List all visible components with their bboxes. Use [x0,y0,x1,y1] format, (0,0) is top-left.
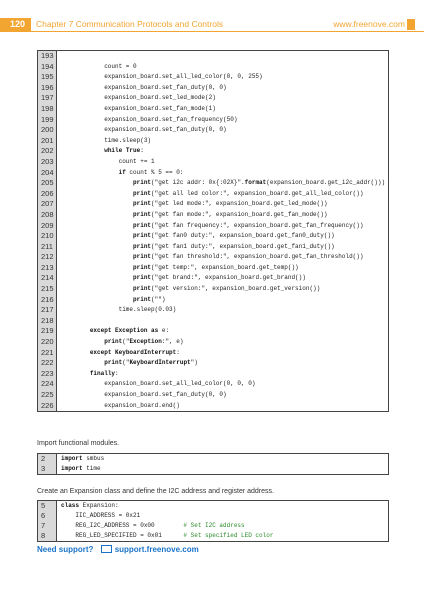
code-line [38,273,388,284]
code-line [38,358,388,369]
code-line [38,252,388,263]
line-number: 196 [38,83,57,94]
line-number: 195 [38,72,57,83]
code-text: print("KeyboardInterrupt") [104,359,198,367]
code-text: time.sleep(3) [61,136,152,144]
code-text: import time [61,465,101,472]
paragraph-class: Create an Expansion class and define the I2C address and register address. [37,488,274,495]
code-text: time.sleep(0.03) [61,306,177,314]
line-number: 223 [38,369,57,380]
code-text: print("get i2c addr: 0x{:02X}".format(expansion_board.get_i2c_addr())) [133,179,386,187]
header-square-icon [407,19,415,30]
code-line [38,125,388,136]
line-number: 216 [38,295,57,306]
page-header [0,18,424,32]
mail-icon [101,545,112,553]
line-number: 202 [38,146,57,157]
line-number: 193 [38,51,57,62]
code-text: finally: [89,369,119,377]
code-line [38,501,388,511]
code-text: print("get version:", expansion_board.get_version()) [133,285,321,293]
code-line [38,104,388,115]
code-text: expansion_board.end() [61,401,180,409]
line-number: 200 [38,125,57,136]
line-number: 207 [38,199,57,210]
line-number: 206 [38,189,57,200]
code-text: expansion_board.set_fan_mode(1) [61,104,216,112]
code-text: REG_LED_SPECIFIED = 0x01 # Set specified LED color [61,532,274,539]
line-number: 215 [38,284,57,295]
line-number: 210 [38,231,57,242]
line-number: 5 [38,501,57,511]
code-line [38,146,388,157]
code-text: if count % 5 == 0: [118,168,184,176]
code-text: expansion_board.set_all_led_color(0, 0, 255) [61,73,263,81]
chapter-title: Chapter 7 Communication Protocols and Controls [36,19,224,29]
code-line [38,521,388,531]
code-text: count += 1 [61,157,155,165]
code-line [38,189,388,200]
code-line [38,531,388,541]
line-number: 198 [38,104,57,115]
line-number: 213 [38,263,57,274]
code-block-imports [37,453,389,475]
code-text: IIC_ADDRESS = 0x21 [61,512,141,519]
code-text: expansion_board.set_all_led_color(0, 0, 0) [61,380,256,388]
line-number: 212 [38,252,57,263]
paragraph-import: Import functional modules. [37,440,120,447]
code-text [57,316,388,327]
header-url[interactable]: www.freenove.com [333,19,405,29]
code-line [38,511,388,521]
code-line [38,157,388,168]
line-number: 208 [38,210,57,221]
code-text: expansion_board.set_fan_duty(0, 0) [61,391,227,398]
code-text: expansion_board.set_led_mode(2) [61,94,216,102]
code-text: except Exception as e: [89,327,170,335]
line-number: 221 [38,348,57,359]
support-link[interactable]: support.freenove.com [114,545,199,554]
code-text: class Expansion: [61,502,119,509]
code-line [38,454,388,464]
code-line [38,199,388,210]
code-text: print("get brand:", expansion_board.get_brand()) [133,274,306,282]
code-text: import smbus [61,455,105,462]
code-line [38,231,388,242]
line-number: 197 [38,93,57,104]
code-line [38,305,388,316]
code-text: print("get all led color:", expansion_board.get_all_led_color()) [133,189,364,197]
code-line [38,178,388,189]
code-line [38,221,388,232]
code-line [38,263,388,274]
line-number: 211 [38,242,57,253]
code-text: print("get fan0 duty:", expansion_board.get_fan0_duty()) [133,232,335,240]
code-block-main [37,50,389,412]
header-divider [0,31,424,32]
line-number: 225 [38,390,57,401]
code-text: print("get fan1 duty:", expansion_board.get_fan1_duty()) [133,242,335,250]
code-text: except KeyboardInterrupt: [89,348,180,356]
line-number: 220 [38,337,57,348]
code-line [38,295,388,306]
need-support-label: Need support? [37,545,94,554]
line-number: 2 [38,454,57,464]
code-text: print("get temp:", expansion_board.get_temp()) [133,263,299,271]
code-line [38,369,388,380]
line-number: 205 [38,178,57,189]
code-line [38,72,388,83]
code-text: print("get fan threshold:", expansion_board.get_fan_threshold()) [133,253,364,261]
code-text: print("Exception:", e) [104,338,184,346]
line-number: 7 [38,521,57,531]
line-number: 217 [38,305,57,316]
footer-support [37,545,199,554]
code-line [38,390,388,401]
code-text: print("get led mode:", expansion_board.get_led_mode()) [133,200,328,208]
code-text: expansion_board.set_fan_frequency(50) [61,115,238,123]
line-number: 199 [38,115,57,126]
code-line [38,115,388,126]
line-number: 218 [38,316,57,327]
code-line [38,464,388,474]
code-text: print("") [133,295,166,303]
code-line [38,83,388,94]
line-number: 214 [38,273,57,284]
line-number: 204 [38,168,57,179]
code-line [38,93,388,104]
code-text: expansion_board.set_fan_duty(0, 0) [61,126,227,134]
code-text: expansion_board.set_fan_duty(0, 0) [61,83,227,91]
code-line [38,379,388,390]
line-number: 209 [38,221,57,232]
code-line [38,348,388,359]
line-number: 201 [38,136,57,147]
line-number: 3 [38,464,57,474]
line-number: 6 [38,511,57,521]
code-text: REG_I2C_ADDRESS = 0x00 # Set I2C address [61,522,245,529]
code-text: count = 0 [61,62,137,70]
line-number: 222 [38,358,57,369]
line-number: 224 [38,379,57,390]
code-line [38,326,388,337]
line-number: 219 [38,326,57,337]
line-number: 194 [38,62,57,73]
code-line [38,168,388,179]
code-line [38,136,388,147]
code-text [57,51,388,62]
code-block-class [37,500,389,542]
page-number: 120 [10,19,26,29]
code-line [38,401,388,412]
code-text: print("get fan frequency:", expansion_board.get_fan_frequency()) [133,221,364,229]
code-line [38,316,388,327]
code-line [38,210,388,221]
line-number: 8 [38,531,57,541]
code-text: while True: [104,147,144,155]
code-line [38,242,388,253]
code-line [38,51,388,62]
line-number: 226 [38,401,57,412]
code-line [38,337,388,348]
line-number: 203 [38,157,57,168]
code-text: print("get fan mode:", expansion_board.get_fan_mode()) [133,210,328,218]
code-line [38,62,388,73]
code-line [38,284,388,295]
